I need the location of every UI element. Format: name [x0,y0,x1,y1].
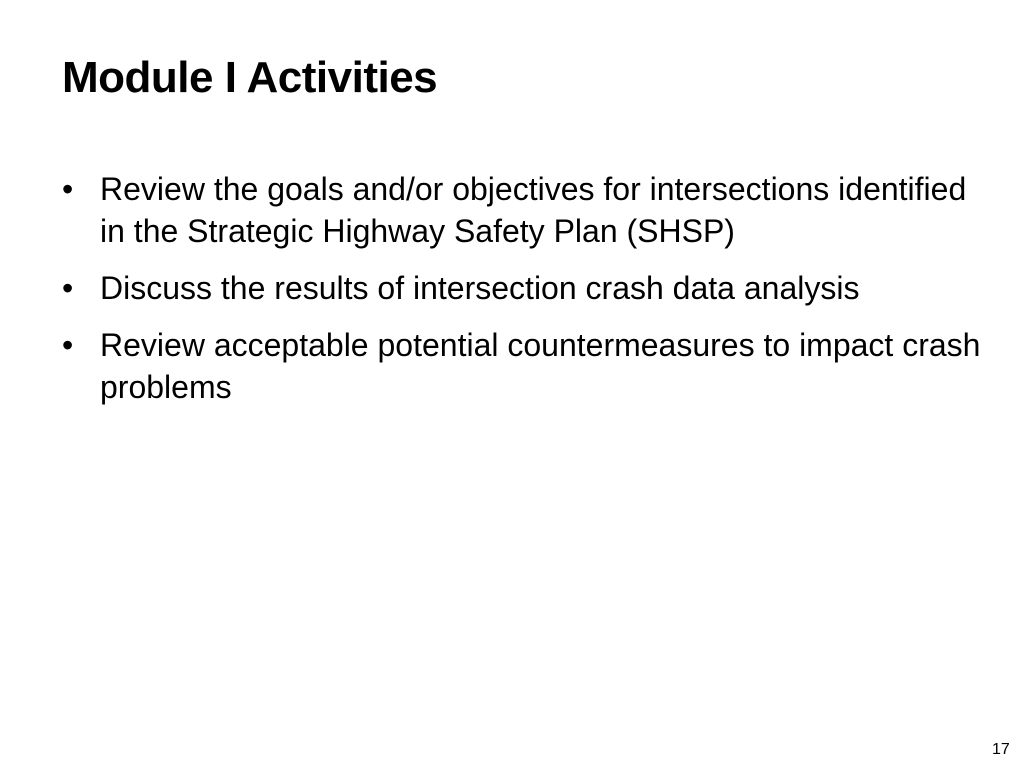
bullet-list [62,168,982,423]
bullet-item-crash-data [62,267,982,309]
bullet-marker: • [62,171,74,207]
page-number: 17 [992,741,1010,758]
bullet-item-countermeasures [62,324,982,408]
bullet-marker: • [62,270,74,306]
slide-title: Module I Activities [62,53,438,102]
bullet-item-goals [62,168,982,252]
bullet-text: Review acceptable potential countermeasures to impact crash problems [100,327,981,405]
bullet-text: Discuss the results of intersection crash data analysis [100,270,860,306]
bullet-marker: • [62,327,74,363]
bullet-text: Review the goals and/or objectives for intersections identified in the Strategic Highway Safety Plan (SHSP) [100,171,967,249]
